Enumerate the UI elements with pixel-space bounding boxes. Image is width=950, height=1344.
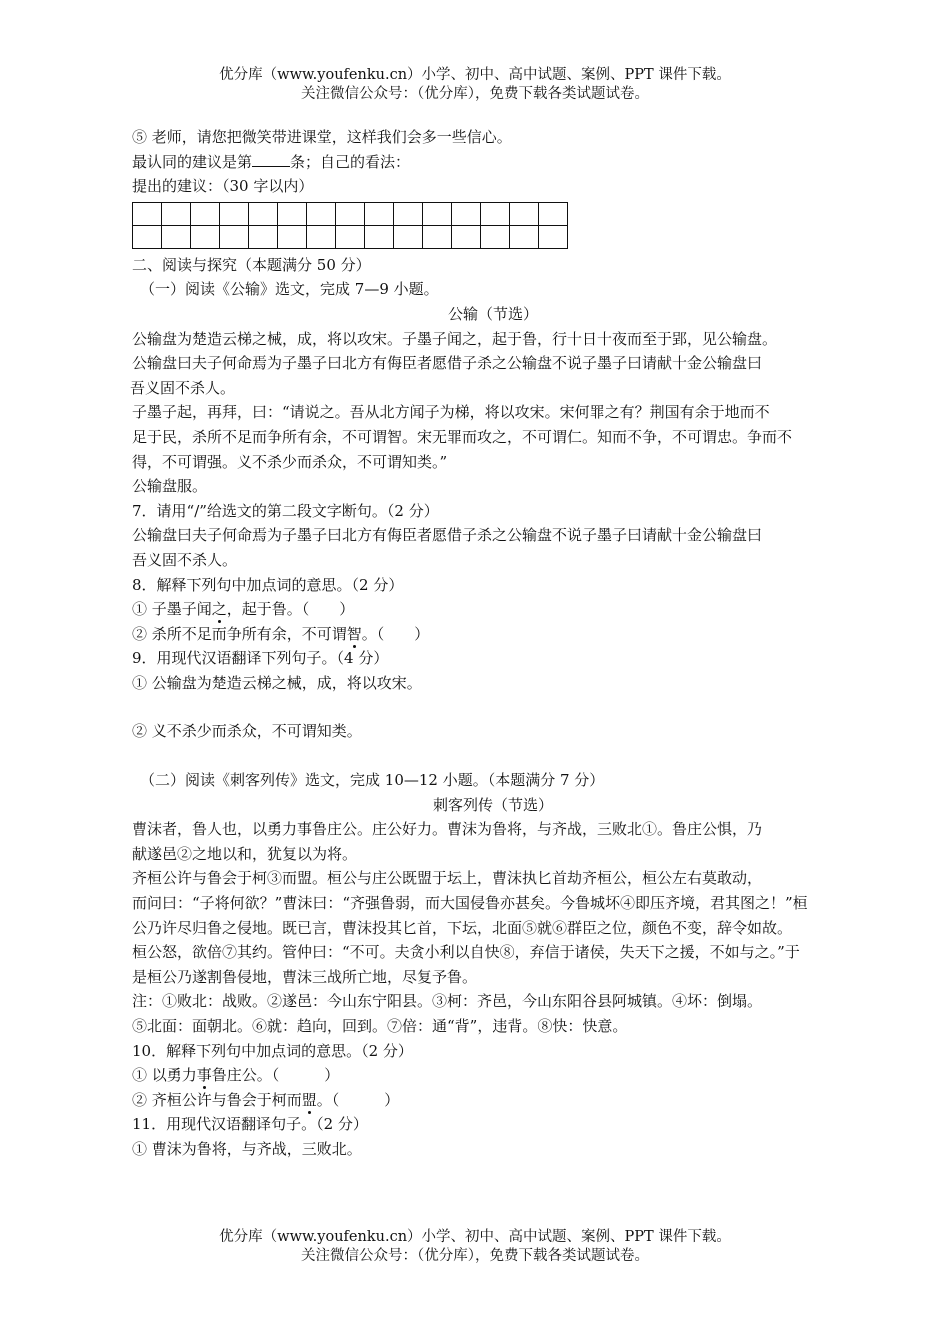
grid-cell[interactable]	[249, 202, 278, 225]
q10-2-dotted-word: 盟	[301, 1090, 317, 1109]
passage-1-para-3-line-2: 足于民，杀所不足而争所有余，不可谓智。宋无罪而攻之，不可谓仁。知而不争，不可谓忠。争而不	[132, 427, 793, 446]
passage-1-para-4: 公输盘服。	[132, 477, 208, 496]
answer-space[interactable]	[132, 744, 854, 768]
question-8: 8．解释下列句中加点词的意思。（2 分）	[132, 575, 404, 594]
header-line-1: 优分库（www.youfenku.cn）小学、初中、高中试题、案例、PPT 课件下载。	[219, 67, 731, 83]
q10-1-text-b: 鲁庄公。（ ）	[211, 1066, 340, 1085]
question-11: 11．用现代汉语翻译句子。（2 分）	[132, 1115, 368, 1134]
passage-1-para-1: 公输盘为楚造云梯之械，成，将以攻宋。子墨子闻之，起于鲁，行十日十夜而至于郢，见公输盘。	[132, 329, 778, 348]
answer-grid	[132, 202, 568, 249]
grid-cell[interactable]	[191, 225, 220, 248]
question-9-item-2: ② 义不杀少而杀众，不可谓知类。	[132, 722, 362, 741]
question-7-text-line-2: 吾义固不杀人。	[132, 550, 238, 569]
passage-2-para-2-line-5: 是桓公乃遂割鲁侵地，曹沫三战所亡地，尽复予鲁。	[132, 967, 478, 986]
question-9: 9．用现代汉语翻译下列句子。（4 分）	[132, 649, 389, 668]
grid-cell[interactable]	[307, 202, 336, 225]
header-line-2: 关注微信公众号：（优分库），免费下载各类试题试卷。	[301, 86, 649, 102]
question-10: 10．解释下列句中加点词的意思。（2 分）	[132, 1041, 413, 1060]
passage-1-para-3-line-3: 得，不可谓强。义不杀少而杀众，不可谓知类。”	[132, 452, 448, 471]
passage-2-para-1-line-2: 献遂邑②之地以和，犹复以为将。	[132, 844, 358, 863]
agree-suffix: 条；自己的看法：	[290, 152, 411, 171]
notes-line-1: 注：①败北：战败。②遂邑：今山东宁阳县。③柯：齐邑，今山东阳谷县阿城镇。④坏：倒塌。	[132, 992, 763, 1011]
grid-cell[interactable]	[220, 202, 249, 225]
footer-line-2: 关注微信公众号：（优分库），免费下载各类试题试卷。	[301, 1248, 649, 1264]
agree-prefix: 最认同的建议是第	[132, 152, 253, 171]
question-8-item-2	[132, 622, 854, 647]
grid-cell[interactable]	[394, 202, 423, 225]
grid-cell[interactable]	[133, 202, 162, 225]
agree-blank[interactable]	[252, 152, 290, 167]
grid-cell[interactable]	[336, 202, 365, 225]
grid-cell[interactable]	[481, 202, 510, 225]
grid-cell[interactable]	[423, 202, 452, 225]
question-8-item-1	[132, 597, 854, 622]
page-header	[0, 66, 950, 104]
passage-1-para-2-line-2: 吾义固不杀人。	[130, 378, 236, 397]
q8-2-text-a: ② 杀所不足而争所有余，不可谓	[132, 624, 347, 643]
grid-cell[interactable]	[278, 202, 307, 225]
q10-1-text-a: ① 以勇力	[132, 1066, 197, 1085]
notes-line-2: ⑤北面：面朝北。⑥就：趋向，回到。⑦倍：通“背”，违背。⑧快：快意。	[132, 1017, 628, 1035]
q10-1-dotted-word: 事	[196, 1066, 212, 1085]
q8-2-text-b: 。（ ）	[361, 624, 430, 643]
grid-cell[interactable]	[481, 225, 510, 248]
q8-1-text-a: ① 子墨子闻	[132, 600, 212, 619]
page-footer	[0, 1228, 950, 1266]
grid-cell[interactable]	[162, 225, 191, 248]
suggestion-item-5: ⑤ 老师，请您把微笑带进课堂，这样我们会多一些信心。	[132, 128, 512, 146]
page-content	[132, 125, 854, 1162]
question-10-item-1	[132, 1063, 854, 1088]
question-7-text-line-1: 公输盘曰夫子何命焉为子墨子曰北方有侮臣者愿借子杀之公输盘不说子墨子曰请献十金公输盘曰	[132, 526, 763, 545]
question-7: 7．请用“/”给选文的第二段文字断句。（2 分）	[132, 501, 439, 520]
grid-cell[interactable]	[191, 202, 220, 225]
grid-cell[interactable]	[365, 202, 394, 225]
grid-cell[interactable]	[249, 225, 278, 248]
q10-2-text-b: 。（ ）	[316, 1090, 400, 1109]
grid-row	[133, 202, 568, 225]
grid-cell[interactable]	[133, 225, 162, 248]
grid-cell[interactable]	[162, 202, 191, 225]
passage-1-para-3-line-1: 子墨子起，再拜，曰：“请说之。吾从北方闻子为梯，将以攻宋。宋何罪之有？荆国有余于地而不	[132, 403, 770, 422]
grid-cell[interactable]	[539, 225, 568, 248]
question-9-item-1: ① 公输盘为楚造云梯之械，成，将以攻宋。	[132, 673, 422, 692]
passage-2-para-2-line-4: 桓公怒，欲倍⑦其约。管仲曰：“不可。夫贪小利以自快⑧，弃信于诸侯，失天下之援，不如与之。”于	[132, 943, 800, 962]
grid-cell[interactable]	[452, 202, 481, 225]
propose-label: 提出的建议：（30 字以内）	[132, 177, 314, 196]
grid-cell[interactable]	[452, 225, 481, 248]
grid-cell[interactable]	[394, 225, 423, 248]
grid-cell[interactable]	[510, 202, 539, 225]
agree-line	[132, 150, 854, 175]
part-1-intro: （一）阅读《公输》选文，完成 7—9 小题。	[140, 280, 439, 299]
grid-cell[interactable]	[220, 225, 249, 248]
q10-2-text-a: ② 齐桓公许与鲁会于柯而	[132, 1090, 302, 1109]
grid-cell[interactable]	[365, 225, 394, 248]
question-11-item-1: ① 曹沫为鲁将，与齐战，三败北。	[132, 1139, 362, 1158]
passage-2-para-1-line-1: 曹沫者，鲁人也，以勇力事鲁庄公。庄公好力。曹沫为鲁将，与齐战，三败北①。鲁庄公惧，乃	[132, 820, 763, 839]
section-2-title: 二、阅读与探究（本题满分 50 分）	[132, 255, 371, 274]
passage-1-para-2-line-1: 公输盘曰夫子何命焉为子墨子曰北方有侮臣者愿借子杀之公输盘不说子墨子曰请献十金公输盘曰	[132, 354, 763, 373]
passage-2-para-2-line-1: 齐桓公许与鲁会于柯③而盟。桓公与庄公既盟于坛上，曹沫执匕首劫齐桓公，桓公左右莫敢动，	[132, 869, 763, 888]
part-2-intro: （二）阅读《刺客列传》选文，完成 10—12 小题。（本题满分 7 分）	[140, 771, 605, 790]
grid-row	[133, 225, 568, 248]
q8-1-text-b: ，起于鲁。（ ）	[226, 600, 355, 619]
answer-space[interactable]	[132, 695, 854, 719]
grid-cell[interactable]	[423, 225, 452, 248]
footer-line-1: 优分库（www.youfenku.cn）小学、初中、高中试题、案例、PPT 课件下载。	[219, 1229, 731, 1245]
passage-2-para-2-line-3: 公乃许尽归鲁之侵地。既已言，曹沫投其匕首，下坛，北面⑤就⑥群臣之位，颜色不变，辞令如故。	[132, 918, 793, 937]
grid-cell[interactable]	[278, 225, 307, 248]
q8-2-dotted-word: 智	[346, 624, 362, 643]
part-1-title: 公输（节选）	[447, 304, 538, 323]
question-10-item-2	[132, 1088, 854, 1113]
passage-2-para-2-line-2: 而问曰：“子将何欲？”曹沫曰：“齐强鲁弱，而大国侵鲁亦甚矣。今鲁城坏④即压齐境，君其图之！”桓	[132, 894, 808, 913]
part-2-title: 刺客列传（节选）	[432, 795, 553, 814]
grid-cell[interactable]	[510, 225, 539, 248]
q8-1-dotted-word: 之	[211, 600, 227, 619]
grid-cell[interactable]	[307, 225, 336, 248]
grid-cell[interactable]	[336, 225, 365, 248]
grid-cell[interactable]	[539, 202, 568, 225]
